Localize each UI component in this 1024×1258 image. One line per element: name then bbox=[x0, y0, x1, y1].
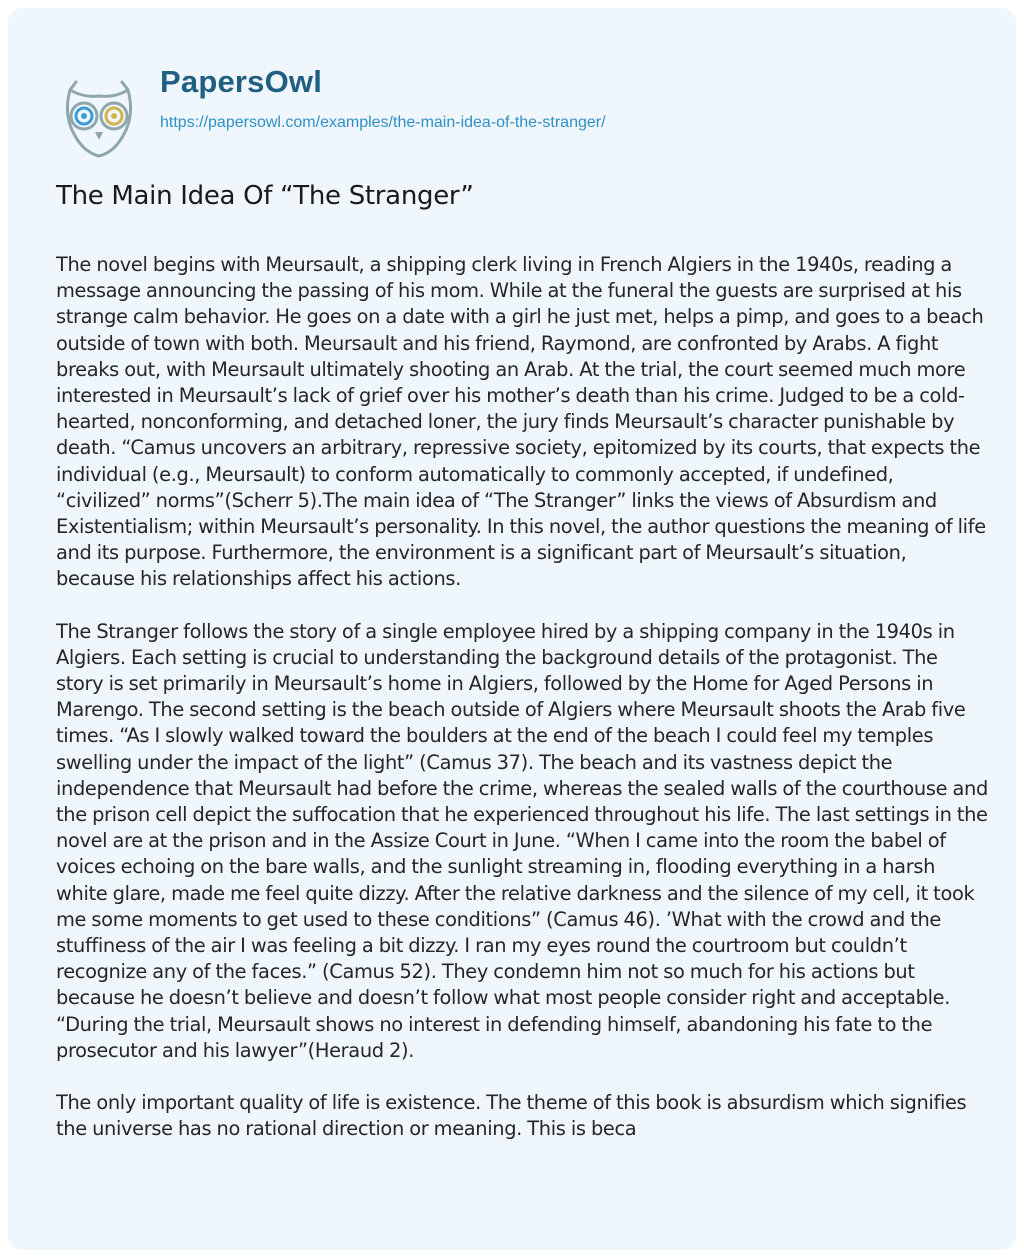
source-url[interactable]: https://papersowl.com/examples/the-main-idea-of-the-stranger/ bbox=[160, 114, 606, 131]
paragraph-2: The Stranger follows the story of a single employee hired by a shipping company in the 1940s in Algiers. Each setting is crucial to understanding the background details of the protagonist. The story is set primarily in Meursault’s home in Algiers, followed by the Home for Aged Persons in Marengo. The second setting is the beach outside of Algiers where Meursault shoots the Arab five times. “As I slowly walked toward the boulders at the end of the beach I could feel my temples swelling under the impact of the light” (Camus 37). The beach and its vastness depict the independence that Meursault had before the crime, whereas the sealed walls of the courthouse and the prison cell depict the suffocation that he experienced throughout his life. The last settings in the novel are at the prison and in the Assize Court in June. “When I came into the room the babel of voices echoing on the bare walls, and the sunlight streaming in, flooding everything in a harsh white glare, made me feel quite dizzy. After the relative darkness and the silence of my cell, it took me some moments to get used to these conditions” (Camus 46). ’What with the crowd and the stuffiness of the air I was feeling a bit dizzy. I ran my eyes round the courtroom but couldn’t recognize any of the faces.” (Camus 52). They condemn him not so much for his actions but because he doesn’t believe and doesn’t follow what most people consider right and acceptable. “During the trial, Meursault shows no interest in defending himself, abandoning his fate to the prosecutor and his lawyer”(Heraud 2). bbox=[56, 619, 988, 1062]
paragraph-3: The only important quality of life is existence. The theme of this book is absurdism which signifies the universe has no rational direction or meaning. This is beca bbox=[56, 1091, 967, 1141]
page-title: The Main Idea Of “The Stranger” bbox=[56, 181, 474, 211]
article-body bbox=[56, 252, 988, 1169]
brand-name[interactable]: PapersOwl bbox=[160, 64, 323, 99]
site-header bbox=[56, 64, 956, 154]
document-card bbox=[8, 8, 1016, 1250]
owl-logo-icon[interactable] bbox=[56, 72, 142, 158]
paragraph-1: The novel begins with Meursault, a shipping clerk living in French Algiers in the 1940s, reading a message announcing the passing of his mom. While at the funeral the guests are surprised at his strange calm behavior. He goes on a date with a girl he just met, helps a pimp, and goes to a beach outside of town with both. Meursault and his friend, Raymond, are confronted by Arabs. A fight breaks out, with Meursault ultimately shooting an Arab. At the trial, the court seemed much more interested in Meursault’s lack of grief over his mother’s death than his crime. Judged to be a cold-hearted, nonconforming, and detached loner, the jury finds Meursault’s character punishable by death. “Camus uncovers an arbitrary, repressive society, epitomized by its courts, that expects the individual (e.g., Meursault) to conform automatically to commonly accepted, if undefined, “civilized” norms”(Scherr 5).The main idea of “The Stranger” links the views of Absurdism and Existentialism; within Meursault’s personality. In this novel, the author questions the meaning of life and its purpose. Furthermore, the environment is a significant part of Meursault’s situation, because his relationships affect his actions. bbox=[56, 253, 986, 591]
